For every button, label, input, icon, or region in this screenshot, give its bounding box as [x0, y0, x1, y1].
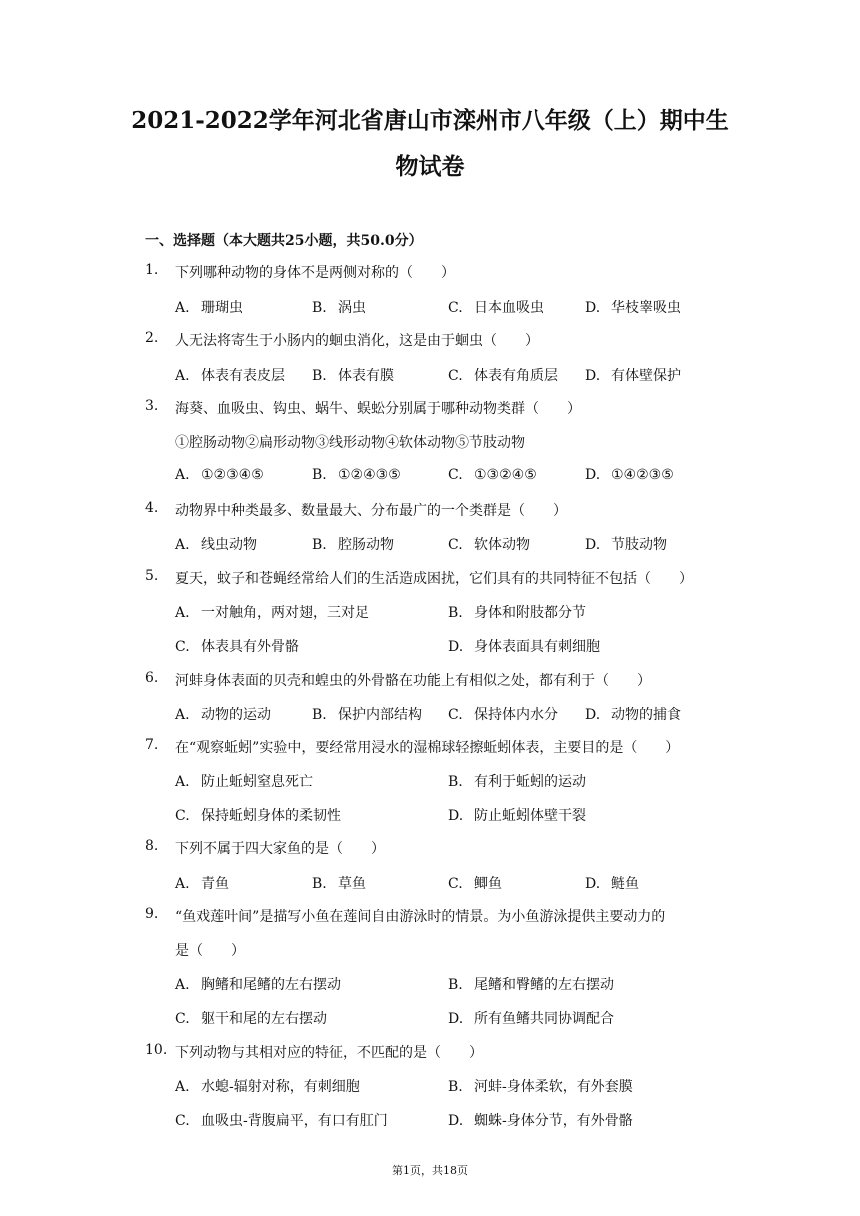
option-letter: A.	[175, 977, 190, 993]
option-text: 鲫鱼	[474, 876, 502, 892]
option-letter: B.	[312, 876, 327, 892]
option-letter: A.	[175, 774, 190, 790]
option-letter: C.	[448, 537, 463, 553]
option-a	[175, 602, 369, 622]
option-d	[585, 365, 681, 385]
option-text: 躯干和尾的左右摆动	[201, 1011, 327, 1027]
option-text: 草鱼	[338, 876, 366, 892]
option-b	[448, 974, 614, 994]
option-letter: B.	[448, 774, 463, 790]
option-c	[175, 1008, 327, 1028]
option-text: 软体动物	[474, 537, 530, 553]
option-d	[585, 704, 681, 724]
option-letter: C.	[448, 368, 463, 384]
question-number: 6.	[145, 670, 159, 686]
option-text: 尾鳍和臀鳍的左右摆动	[474, 977, 614, 993]
page-footer: 第1页，共18页	[392, 1164, 468, 1177]
option-text: 有体壁保护	[611, 368, 681, 384]
option-letter: D.	[585, 707, 601, 723]
option-letter: D.	[448, 1011, 464, 1027]
exam-title	[0, 98, 860, 190]
option-text: 保持体内水分	[474, 707, 558, 723]
option-text: 河蚌-身体柔软，有外套膜	[474, 1079, 633, 1095]
question-stem: 动物界中种类最多、数量最大、分布最广的一个类群是（ ）	[175, 503, 567, 519]
option-d	[448, 805, 586, 825]
option-letter: C.	[175, 639, 190, 655]
option-text: 身体表面具有刺细胞	[474, 639, 600, 655]
option-letter: D.	[585, 300, 601, 316]
option-d	[585, 534, 667, 554]
option-c	[175, 1110, 388, 1130]
option-text: 日本血吸虫	[474, 300, 544, 316]
title-line-2: 物试卷	[395, 153, 465, 180]
option-a	[175, 365, 285, 385]
option-text: 动物的捕食	[611, 707, 681, 723]
option-b	[312, 534, 394, 554]
question-number: 9.	[145, 906, 159, 922]
question-stem: 人无法将寄生于小肠内的蛔虫消化，这是由于蛔虫（ ）	[175, 333, 539, 349]
option-text: 节肢动物	[611, 537, 667, 553]
option-a	[175, 974, 341, 994]
option-text: 体表有膜	[338, 368, 394, 384]
option-text: 所有鱼鳍共同协调配合	[474, 1011, 614, 1027]
option-letter: B.	[448, 977, 463, 993]
option-b	[448, 771, 586, 791]
title-line-1: 2021-2022学年河北省唐山市滦州市八年级（上）期中生	[131, 107, 729, 134]
option-text: 动物的运动	[201, 707, 271, 723]
option-letter: D.	[585, 537, 601, 553]
option-letter: D.	[585, 467, 601, 483]
option-c	[175, 636, 299, 656]
option-c	[448, 297, 544, 317]
option-letter: C.	[175, 1011, 190, 1027]
option-letter: B.	[312, 368, 327, 384]
question-number: 1.	[145, 262, 159, 278]
option-text: 防止蚯蚓体壁干裂	[474, 808, 586, 824]
question-number: 3.	[145, 398, 159, 414]
question-stem-continuation: 是（ ）	[175, 943, 245, 959]
question-stem: 夏天，蚊子和苍蝇经常给人们的生活造成困扰，它们具有的共同特征不包括（ ）	[175, 571, 693, 587]
option-letter: C.	[175, 1113, 190, 1129]
option-text: ①④②③⑤	[611, 467, 674, 483]
option-c	[448, 873, 502, 893]
option-letter: A.	[175, 300, 190, 316]
question-stem: 在“观察蚯蚓”实验中，要经常用浸水的湿棉球轻擦蚯蚓体表，主要目的是（ ）	[175, 740, 680, 756]
question-stem: 海葵、血吸虫、钩虫、蜗牛、蜈蚣分别属于哪种动物类群（ ）	[175, 401, 581, 417]
option-a	[175, 1076, 360, 1096]
option-a	[175, 771, 313, 791]
question-stem: “鱼戏莲叶间”是描写小鱼在莲间自由游泳时的情景。为小鱼游泳提供主要动力的	[175, 909, 666, 925]
option-text: 保护内部结构	[338, 707, 422, 723]
option-a	[175, 534, 257, 554]
question-stem: 下列哪种动物的身体不是两侧对称的（ ）	[175, 265, 455, 281]
option-text: 胸鳍和尾鳍的左右摆动	[201, 977, 341, 993]
option-letter: C.	[448, 707, 463, 723]
option-letter: B.	[312, 707, 327, 723]
option-d	[448, 1110, 633, 1130]
question-number: 2.	[145, 330, 159, 346]
option-letter: D.	[585, 368, 601, 384]
option-text: 体表有角质层	[474, 368, 558, 384]
question-stem-continuation: ①腔肠动物②扁形动物③线形动物④软体动物⑤节肢动物	[175, 435, 525, 451]
option-text: 华枝睾吸虫	[611, 300, 681, 316]
option-d	[585, 873, 639, 893]
option-d	[585, 467, 674, 483]
option-c	[448, 365, 558, 385]
question-stem: 下列不属于四大家鱼的是（ ）	[175, 841, 385, 857]
option-b	[312, 467, 401, 483]
option-b	[312, 873, 366, 893]
option-a	[175, 873, 229, 893]
option-letter: A.	[175, 368, 190, 384]
option-text: 体表有表皮层	[201, 368, 285, 384]
option-text: 蜘蛛-身体分节，有外骨骼	[474, 1113, 633, 1129]
option-text: 线虫动物	[201, 537, 257, 553]
question-number: 4.	[145, 500, 159, 516]
option-text: 青鱼	[201, 876, 229, 892]
question-number: 8.	[145, 838, 159, 854]
option-letter: A.	[175, 467, 190, 483]
option-letter: A.	[175, 876, 190, 892]
option-letter: B.	[448, 1079, 463, 1095]
option-d	[448, 636, 600, 656]
option-text: 体表具有外骨骼	[201, 639, 299, 655]
option-a	[175, 297, 243, 317]
question-stem: 下列动物与其相对应的特征，不匹配的是（ ）	[175, 1045, 483, 1061]
option-text: 身体和附肢都分节	[474, 605, 586, 621]
option-text: 珊瑚虫	[201, 300, 243, 316]
option-text: 保持蚯蚓身体的柔韧性	[201, 808, 341, 824]
option-letter: D.	[448, 639, 464, 655]
option-d	[585, 297, 681, 317]
option-letter: A.	[175, 1079, 190, 1095]
option-text: 有利于蚯蚓的运动	[474, 774, 586, 790]
option-b	[312, 704, 422, 724]
option-letter: C.	[175, 808, 190, 824]
option-c	[175, 805, 341, 825]
option-letter: D.	[448, 808, 464, 824]
option-letter: B.	[448, 605, 463, 621]
option-text: 血吸虫-背腹扁平，有口有肛门	[201, 1113, 388, 1129]
option-letter: C.	[448, 300, 463, 316]
option-letter: A.	[175, 707, 190, 723]
option-letter: B.	[312, 537, 327, 553]
option-text: ①③②④⑤	[474, 467, 537, 483]
option-text: 防止蚯蚓窒息死亡	[201, 774, 313, 790]
question-number: 7.	[145, 737, 159, 753]
option-text: ①②④③⑤	[338, 467, 401, 483]
option-c	[448, 704, 558, 724]
option-letter: D.	[585, 876, 601, 892]
option-d	[448, 1008, 614, 1028]
option-letter: A.	[175, 537, 190, 553]
question-stem: 河蚌身体表面的贝壳和蝗虫的外骨骼在功能上有相似之处，都有利于（ ）	[175, 673, 651, 689]
option-c	[448, 467, 537, 483]
option-text: 腔肠动物	[338, 537, 394, 553]
option-a	[175, 467, 264, 483]
question-number: 10.	[145, 1042, 168, 1058]
option-c	[448, 534, 530, 554]
option-letter: C.	[448, 467, 463, 483]
option-text: 一对触角，两对翅，三对足	[201, 605, 369, 621]
option-letter: B.	[312, 467, 327, 483]
option-letter: D.	[448, 1113, 464, 1129]
option-text: ①②③④⑤	[201, 467, 264, 483]
option-b	[312, 365, 394, 385]
option-letter: B.	[312, 300, 327, 316]
question-number: 5.	[145, 568, 159, 584]
option-b	[448, 602, 586, 622]
section-heading: 一、选择题（本大题共25小题，共50.0分）	[145, 233, 423, 249]
option-text: 水螅-辐射对称，有刺细胞	[201, 1079, 360, 1095]
option-a	[175, 704, 271, 724]
option-text: 鲢鱼	[611, 876, 639, 892]
option-letter: C.	[448, 876, 463, 892]
option-b	[312, 297, 366, 317]
option-b	[448, 1076, 633, 1096]
option-letter: A.	[175, 605, 190, 621]
option-text: 涡虫	[338, 300, 366, 316]
